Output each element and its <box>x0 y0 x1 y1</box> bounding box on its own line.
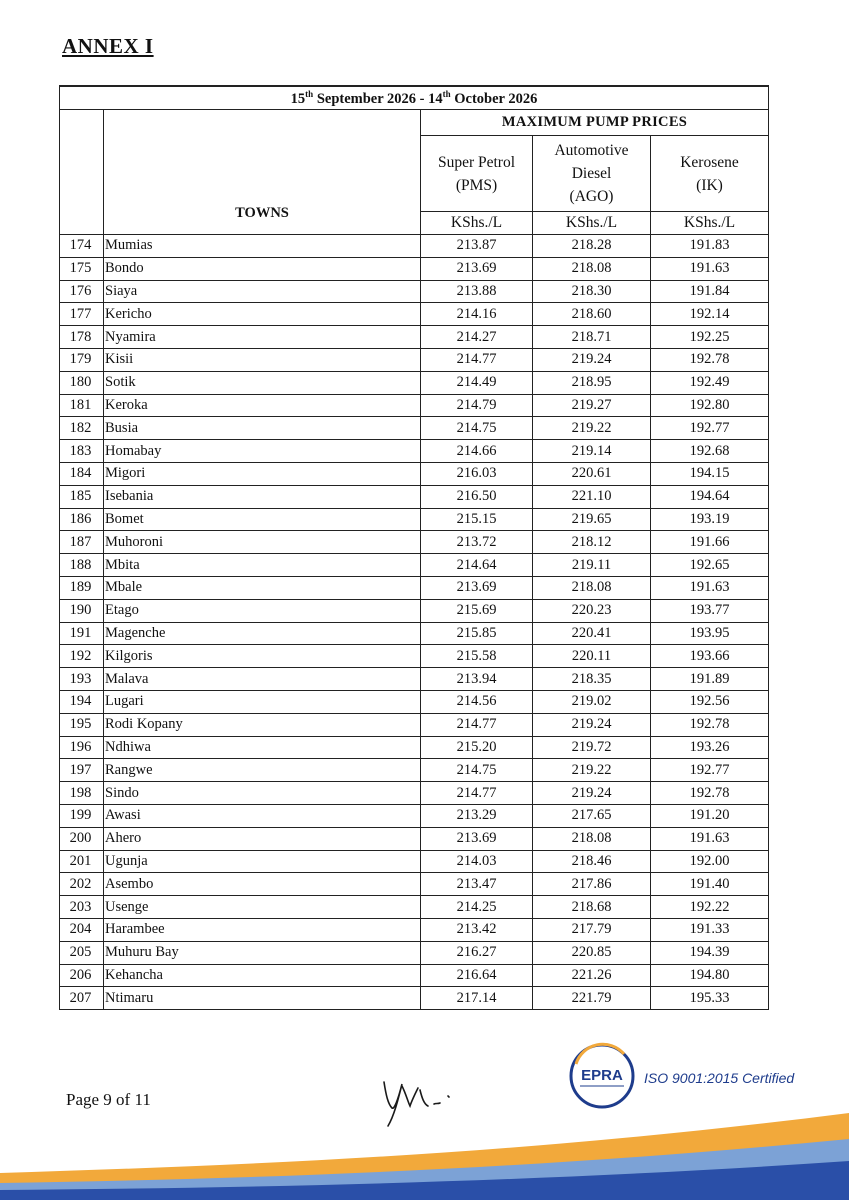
ik-price: 191.89 <box>651 668 769 691</box>
ik-price: 192.56 <box>651 690 769 713</box>
ago-price: 219.27 <box>533 394 651 417</box>
town-name: Muhoroni <box>104 531 421 554</box>
kerosene-header: Kerosene (IK) <box>651 136 769 212</box>
pms-price: 215.58 <box>421 645 533 668</box>
ago-price: 218.08 <box>533 827 651 850</box>
ik-price: 192.25 <box>651 326 769 349</box>
ago-price: 219.22 <box>533 417 651 440</box>
row-number: 201 <box>60 850 104 873</box>
town-name: Lugari <box>104 690 421 713</box>
ago-price: 220.41 <box>533 622 651 645</box>
pms-price: 213.69 <box>421 257 533 280</box>
row-number: 181 <box>60 394 104 417</box>
table-row <box>60 713 769 736</box>
town-name: Ntimaru <box>104 987 421 1010</box>
table-row <box>60 280 769 303</box>
pms-price: 214.25 <box>421 896 533 919</box>
ik-price: 192.49 <box>651 371 769 394</box>
ago-price: 218.35 <box>533 668 651 691</box>
town-name: Asembo <box>104 873 421 896</box>
pms-price: 214.27 <box>421 326 533 349</box>
maximum-pump-prices-header: MAXIMUM PUMP PRICES <box>421 110 769 136</box>
pms-price: 216.27 <box>421 941 533 964</box>
row-number: 186 <box>60 508 104 531</box>
ik-price: 191.66 <box>651 531 769 554</box>
town-name: Mbita <box>104 554 421 577</box>
pms-price: 215.69 <box>421 599 533 622</box>
pms-price: 213.88 <box>421 280 533 303</box>
ago-price: 218.08 <box>533 576 651 599</box>
ago-price: 219.24 <box>533 782 651 805</box>
pms-price: 214.79 <box>421 394 533 417</box>
row-number: 182 <box>60 417 104 440</box>
row-number: 180 <box>60 371 104 394</box>
number-column-header <box>60 110 104 235</box>
row-number: 202 <box>60 873 104 896</box>
pms-price: 213.72 <box>421 531 533 554</box>
ago-price: 221.10 <box>533 485 651 508</box>
town-name: Nyamira <box>104 326 421 349</box>
ik-price: 192.68 <box>651 440 769 463</box>
table-row <box>60 964 769 987</box>
table-row <box>60 417 769 440</box>
ik-price: 193.19 <box>651 508 769 531</box>
table-row <box>60 485 769 508</box>
pms-price: 214.75 <box>421 759 533 782</box>
table-row <box>60 896 769 919</box>
table-row <box>60 599 769 622</box>
row-number: 191 <box>60 622 104 645</box>
town-name: Harambee <box>104 918 421 941</box>
annex-title: ANNEX I <box>62 34 154 58</box>
row-number: 188 <box>60 554 104 577</box>
pms-price: 213.29 <box>421 804 533 827</box>
row-number: 184 <box>60 462 104 485</box>
row-number: 176 <box>60 280 104 303</box>
iso-certification: ISO 9001:2015 Certified <box>644 1070 795 1086</box>
table-row <box>60 827 769 850</box>
table-row <box>60 508 769 531</box>
ago-price: 219.11 <box>533 554 651 577</box>
table-row <box>60 303 769 326</box>
table-row <box>60 987 769 1010</box>
pms-price: 216.50 <box>421 485 533 508</box>
ik-price: 192.77 <box>651 417 769 440</box>
ik-price: 191.40 <box>651 873 769 896</box>
table-row <box>60 668 769 691</box>
row-number: 196 <box>60 736 104 759</box>
town-name: Rodi Kopany <box>104 713 421 736</box>
ago-price: 219.14 <box>533 440 651 463</box>
price-rows <box>60 235 769 1010</box>
ago-price: 218.08 <box>533 257 651 280</box>
ago-price: 221.26 <box>533 964 651 987</box>
pms-price: 214.77 <box>421 713 533 736</box>
town-name: Magenche <box>104 622 421 645</box>
row-number: 193 <box>60 668 104 691</box>
ik-price: 192.78 <box>651 782 769 805</box>
ago-price: 221.79 <box>533 987 651 1010</box>
ik-price: 193.26 <box>651 736 769 759</box>
ago-price: 219.72 <box>533 736 651 759</box>
town-name: Isebania <box>104 485 421 508</box>
ago-price: 218.12 <box>533 531 651 554</box>
ago-price: 220.85 <box>533 941 651 964</box>
table-row <box>60 850 769 873</box>
ago-price: 218.28 <box>533 235 651 258</box>
town-name: Keroka <box>104 394 421 417</box>
table-row <box>60 531 769 554</box>
row-number: 200 <box>60 827 104 850</box>
town-name: Kisii <box>104 348 421 371</box>
town-name: Bomet <box>104 508 421 531</box>
row-number: 199 <box>60 804 104 827</box>
ik-price: 192.77 <box>651 759 769 782</box>
ik-price: 191.83 <box>651 235 769 258</box>
town-name: Busia <box>104 417 421 440</box>
ik-price: 193.77 <box>651 599 769 622</box>
ago-unit: KShs./L <box>533 212 651 235</box>
ik-price: 192.14 <box>651 303 769 326</box>
ik-price: 194.39 <box>651 941 769 964</box>
table-row <box>60 576 769 599</box>
ik-price: 195.33 <box>651 987 769 1010</box>
table-row <box>60 440 769 463</box>
row-number: 187 <box>60 531 104 554</box>
town-name: Sindo <box>104 782 421 805</box>
row-number: 175 <box>60 257 104 280</box>
row-number: 198 <box>60 782 104 805</box>
pms-price: 214.77 <box>421 348 533 371</box>
town-name: Muhuru Bay <box>104 941 421 964</box>
automotive-diesel-header: Automotive Diesel (AGO) <box>533 136 651 212</box>
table-row <box>60 804 769 827</box>
super-petrol-header: Super Petrol (PMS) <box>421 136 533 212</box>
town-name: Bondo <box>104 257 421 280</box>
pms-price: 213.42 <box>421 918 533 941</box>
ago-price: 219.65 <box>533 508 651 531</box>
town-name: Mbale <box>104 576 421 599</box>
row-number: 190 <box>60 599 104 622</box>
row-number: 178 <box>60 326 104 349</box>
town-name: Kehancha <box>104 964 421 987</box>
pms-price: 217.14 <box>421 987 533 1010</box>
town-name: Ugunja <box>104 850 421 873</box>
table-row <box>60 918 769 941</box>
pms-price: 213.94 <box>421 668 533 691</box>
epra-logo-text: EPRA <box>581 1067 623 1084</box>
ago-price: 217.65 <box>533 804 651 827</box>
table-row <box>60 394 769 417</box>
ago-price: 218.95 <box>533 371 651 394</box>
pms-price: 216.64 <box>421 964 533 987</box>
row-number: 206 <box>60 964 104 987</box>
ik-unit: KShs./L <box>651 212 769 235</box>
row-number: 189 <box>60 576 104 599</box>
row-number: 183 <box>60 440 104 463</box>
row-number: 179 <box>60 348 104 371</box>
ago-price: 217.79 <box>533 918 651 941</box>
ago-price: 218.30 <box>533 280 651 303</box>
ago-price: 219.22 <box>533 759 651 782</box>
ik-price: 194.64 <box>651 485 769 508</box>
ik-price: 191.63 <box>651 827 769 850</box>
table-row <box>60 873 769 896</box>
pms-price: 214.49 <box>421 371 533 394</box>
town-name: Mumias <box>104 235 421 258</box>
ago-price: 219.24 <box>533 713 651 736</box>
ik-price: 192.78 <box>651 713 769 736</box>
pms-price: 214.03 <box>421 850 533 873</box>
ago-price: 217.86 <box>533 873 651 896</box>
pms-price: 216.03 <box>421 462 533 485</box>
town-name: Ndhiwa <box>104 736 421 759</box>
table-row <box>60 736 769 759</box>
town-name: Sotik <box>104 371 421 394</box>
pms-price: 214.64 <box>421 554 533 577</box>
pump-price-table <box>59 85 769 1010</box>
page-number: Page 9 of 11 <box>66 1090 151 1109</box>
town-name: Awasi <box>104 804 421 827</box>
ago-price: 218.71 <box>533 326 651 349</box>
town-name: Kilgoris <box>104 645 421 668</box>
pms-price: 215.15 <box>421 508 533 531</box>
town-name: Siaya <box>104 280 421 303</box>
ik-price: 191.20 <box>651 804 769 827</box>
ago-price: 219.24 <box>533 348 651 371</box>
period-header: 15th September 2026 - 14th October 2026 <box>60 86 769 110</box>
pms-price: 213.69 <box>421 576 533 599</box>
town-name: Ahero <box>104 827 421 850</box>
row-number: 194 <box>60 690 104 713</box>
ago-price: 218.46 <box>533 850 651 873</box>
ago-price: 218.60 <box>533 303 651 326</box>
town-name: Malava <box>104 668 421 691</box>
town-name: Rangwe <box>104 759 421 782</box>
pms-price: 215.85 <box>421 622 533 645</box>
pms-price: 213.69 <box>421 827 533 850</box>
pms-price: 214.66 <box>421 440 533 463</box>
ik-price: 194.15 <box>651 462 769 485</box>
pms-price: 214.77 <box>421 782 533 805</box>
ago-price: 219.02 <box>533 690 651 713</box>
town-name: Etago <box>104 599 421 622</box>
row-number: 204 <box>60 918 104 941</box>
pms-price: 214.56 <box>421 690 533 713</box>
row-number: 207 <box>60 987 104 1010</box>
ik-price: 194.80 <box>651 964 769 987</box>
pms-price: 214.16 <box>421 303 533 326</box>
ik-price: 192.22 <box>651 896 769 919</box>
town-name: Migori <box>104 462 421 485</box>
pms-unit: KShs./L <box>421 212 533 235</box>
table-row <box>60 690 769 713</box>
ago-price: 220.23 <box>533 599 651 622</box>
ik-price: 193.66 <box>651 645 769 668</box>
ik-price: 192.65 <box>651 554 769 577</box>
table-row <box>60 257 769 280</box>
town-name: Usenge <box>104 896 421 919</box>
table-row <box>60 235 769 258</box>
row-number: 203 <box>60 896 104 919</box>
row-number: 195 <box>60 713 104 736</box>
table-row <box>60 941 769 964</box>
ik-price: 192.78 <box>651 348 769 371</box>
table-row <box>60 554 769 577</box>
ago-price: 220.11 <box>533 645 651 668</box>
row-number: 197 <box>60 759 104 782</box>
table-row <box>60 782 769 805</box>
ik-price: 192.80 <box>651 394 769 417</box>
pms-price: 213.87 <box>421 235 533 258</box>
towns-header: TOWNS <box>104 110 421 235</box>
row-number: 177 <box>60 303 104 326</box>
ago-price: 220.61 <box>533 462 651 485</box>
ik-price: 191.33 <box>651 918 769 941</box>
row-number: 185 <box>60 485 104 508</box>
town-name: Kericho <box>104 303 421 326</box>
table-row <box>60 326 769 349</box>
table-row <box>60 371 769 394</box>
ik-price: 191.63 <box>651 257 769 280</box>
table-row <box>60 645 769 668</box>
ago-price: 218.68 <box>533 896 651 919</box>
table-row <box>60 348 769 371</box>
ik-price: 192.00 <box>651 850 769 873</box>
row-number: 192 <box>60 645 104 668</box>
pms-price: 213.47 <box>421 873 533 896</box>
town-name: Homabay <box>104 440 421 463</box>
table-row <box>60 622 769 645</box>
row-number: 174 <box>60 235 104 258</box>
pms-price: 215.20 <box>421 736 533 759</box>
table-row <box>60 759 769 782</box>
table-row <box>60 462 769 485</box>
footer-wave <box>0 1095 849 1200</box>
row-number: 205 <box>60 941 104 964</box>
pms-price: 214.75 <box>421 417 533 440</box>
ik-price: 193.95 <box>651 622 769 645</box>
ik-price: 191.84 <box>651 280 769 303</box>
ik-price: 191.63 <box>651 576 769 599</box>
